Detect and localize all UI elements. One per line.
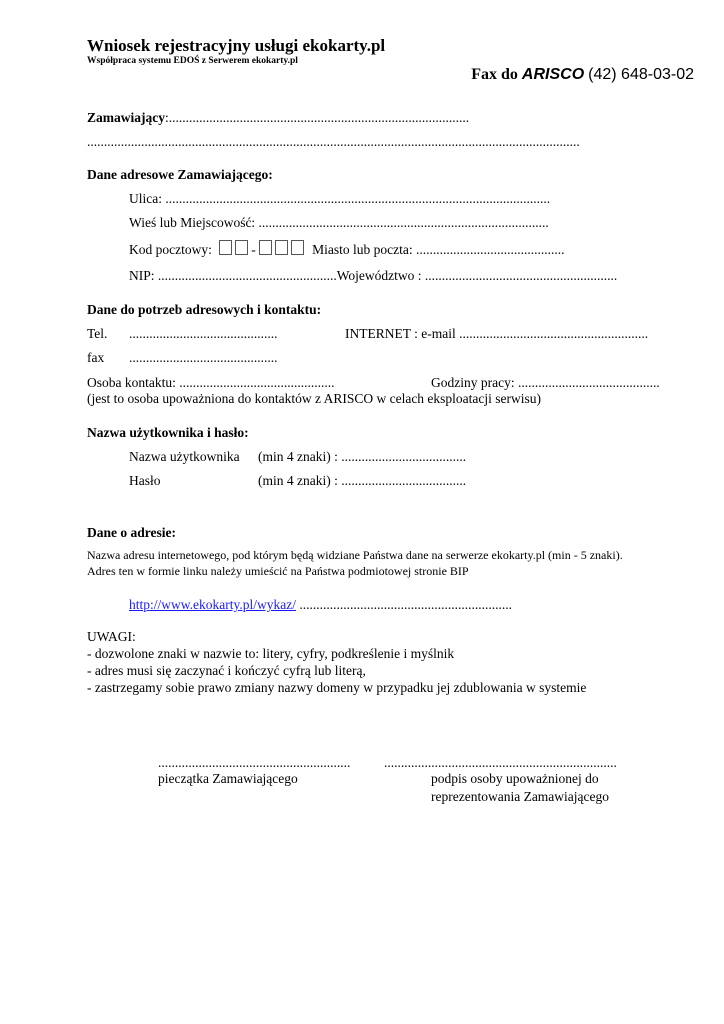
username-field[interactable]: (min 4 znaki) : ..................................... — [258, 449, 467, 464]
page-title: Wniosek rejestracyjny usługi ekokarty.pl — [87, 36, 386, 55]
fax-prefix: Fax do — [471, 66, 518, 83]
stamp-label: pieczątka Zamawiającego — [158, 771, 298, 786]
zamawiajacy-field-2[interactable]: .................................................................................................................................................. — [87, 134, 580, 149]
postal-digit-box[interactable] — [275, 240, 288, 255]
section-heading-kontakt: Dane do potrzeb adresowych i kontaktu: — [87, 302, 322, 317]
wykaz-address-row — [129, 597, 512, 613]
postal-dash: - — [251, 242, 256, 257]
page-subtitle: Współpraca systemu EDOŚ z Serwerem ekokarty.pl — [87, 56, 298, 66]
fax-number: (42) 648-03-02 — [588, 66, 694, 83]
postal-digit-box[interactable] — [235, 240, 248, 255]
username-label: Nazwa użytkownika — [129, 449, 240, 464]
tel-label: Tel. — [87, 326, 108, 341]
email-field[interactable]: INTERNET : e-mail ........................................................ — [345, 326, 649, 341]
password-field[interactable]: (min 4 znaki) : ..................................... — [258, 473, 467, 488]
kontakt-note: (jest to osoba upoważniona do kontaktów z ARISCO w celach eksploatacji serwisu) — [87, 391, 542, 406]
signature-line[interactable]: ..................................................................... — [384, 755, 617, 770]
miasto-field[interactable]: Miasto lub poczta: ............................................ — [312, 242, 565, 257]
section-heading-adresie: Dane o adresie: — [87, 525, 176, 540]
signature-label-2: reprezentowania Zamawiającego — [431, 789, 610, 804]
zamawiajacy-row — [87, 110, 469, 126]
tel-field[interactable]: ............................................ — [129, 326, 278, 341]
ulica-field[interactable]: Ulica: .................................................................................................................. — [129, 191, 551, 206]
postal-digit-box[interactable] — [291, 240, 304, 255]
fax-brand: ARISCO — [521, 66, 585, 83]
stamp-line[interactable]: ......................................................... — [158, 755, 351, 770]
godziny-pracy-field[interactable]: Godziny pracy: .......................................... — [431, 375, 660, 390]
adresie-desc-2: Adres ten w formie linku należy umieścić na Państwa podmiotowej stronie BIP — [87, 564, 469, 578]
nip-wojewodztwo-field[interactable]: NIP: .....................................................Województwo : ......................................................... — [129, 268, 618, 283]
signature-label-1: podpis osoby upoważnionej do — [431, 771, 599, 786]
wykaz-address-field[interactable]: ............................................................... — [295, 597, 512, 612]
postal-code-boxes[interactable] — [219, 242, 310, 257]
kod-pocztowy-row — [129, 240, 564, 258]
miejscowosc-field[interactable]: Wieś lub Miejscowość: ...................................................................................... — [129, 215, 549, 230]
postal-digit-box[interactable] — [259, 240, 272, 255]
adresie-desc-1: Nazwa adresu internetowego, pod którym będą widziane Państwa dane na serwerze ekokarty.pl (min - 5 znaki). — [87, 548, 623, 562]
postal-digit-box[interactable] — [219, 240, 232, 255]
section-heading-adres: Dane adresowe Zamawiającego: — [87, 167, 273, 182]
section-heading-konto: Nazwa użytkownika i hasło: — [87, 425, 249, 440]
uwagi-item: - dozwolone znaki w nazwie to: litery, cyfry, podkreślenie i myślnik — [87, 646, 455, 661]
fax-line — [471, 66, 694, 84]
password-label: Hasło — [129, 473, 161, 488]
osoba-kontaktu-field[interactable]: Osoba kontaktu: .............................................. — [87, 375, 335, 390]
zamawiajacy-field[interactable]: :......................................................................................... — [165, 110, 470, 125]
fax-field[interactable]: ............................................ — [129, 350, 278, 365]
uwagi-item: - zastrzegamy sobie prawo zmiany nazwy domeny w przypadku jej zdublowania w systemie — [87, 680, 587, 695]
wykaz-link[interactable]: http://www.ekokarty.pl/wykaz/ — [129, 597, 296, 612]
zamawiajacy-label: Zamawiający — [87, 110, 165, 125]
fax-label: fax — [87, 350, 105, 365]
uwagi-item: - adres musi się zaczynać i kończyć cyfrą lub literą, — [87, 663, 366, 678]
kod-pocztowy-label: Kod pocztowy: — [129, 242, 212, 257]
uwagi-heading: UWAGI: — [87, 629, 136, 644]
